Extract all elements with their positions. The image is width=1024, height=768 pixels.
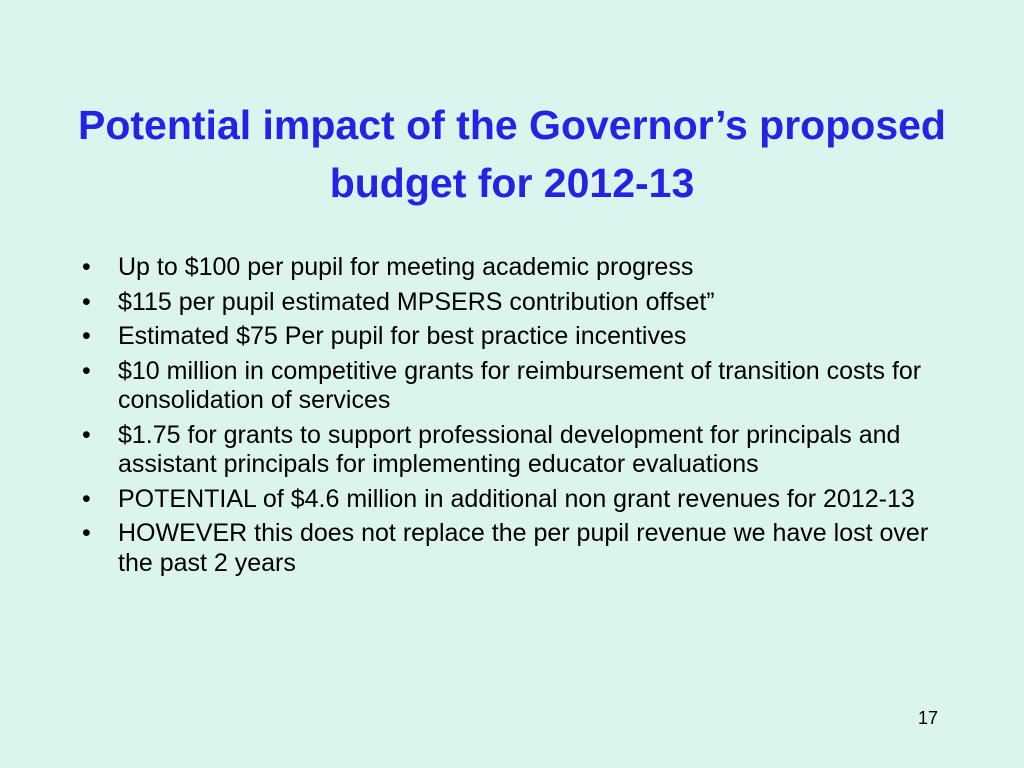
list-item [78, 421, 958, 480]
bullet-text: $10 million in competitive grants for reimbursement of transition costs for consolidation of services [118, 356, 922, 414]
list-item [78, 519, 958, 578]
bullet-icon: • [82, 287, 91, 316]
bullet-text: Estimated $75 Per pupil for best practice incentives [118, 322, 687, 350]
bullet-icon: • [82, 420, 91, 449]
list-item [78, 288, 958, 318]
list-item [78, 322, 958, 352]
bullet-icon: • [82, 253, 91, 281]
list-item [78, 357, 958, 416]
bullet-text: POTENTIAL of $4.6 million in additional non grant revenues for 2012-13 [118, 484, 915, 513]
bullet-icon: • [82, 484, 91, 513]
list-item [78, 485, 958, 515]
bullet-text: Up to $100 per pupil for meeting academic progress [118, 253, 694, 281]
bullet-text: $1.75 for grants to support professional development for principals and assistant principals for implementing educator evaluations [118, 420, 901, 478]
bullet-icon: • [82, 519, 91, 547]
bullet-list [78, 253, 958, 583]
bullet-text: HOWEVER this does not replace the per pupil revenue we have lost over the past 2 years [118, 519, 929, 577]
list-item [78, 253, 958, 283]
bullet-icon: • [82, 322, 91, 350]
bullet-icon: • [82, 356, 91, 385]
slide-title: Potential impact of the Governor’s proposed budget for 2012-13 [78, 102, 946, 206]
bullet-text: $115 per pupil estimated MPSERS contribution offset” [118, 287, 715, 316]
page-number: 17 [917, 708, 938, 728]
